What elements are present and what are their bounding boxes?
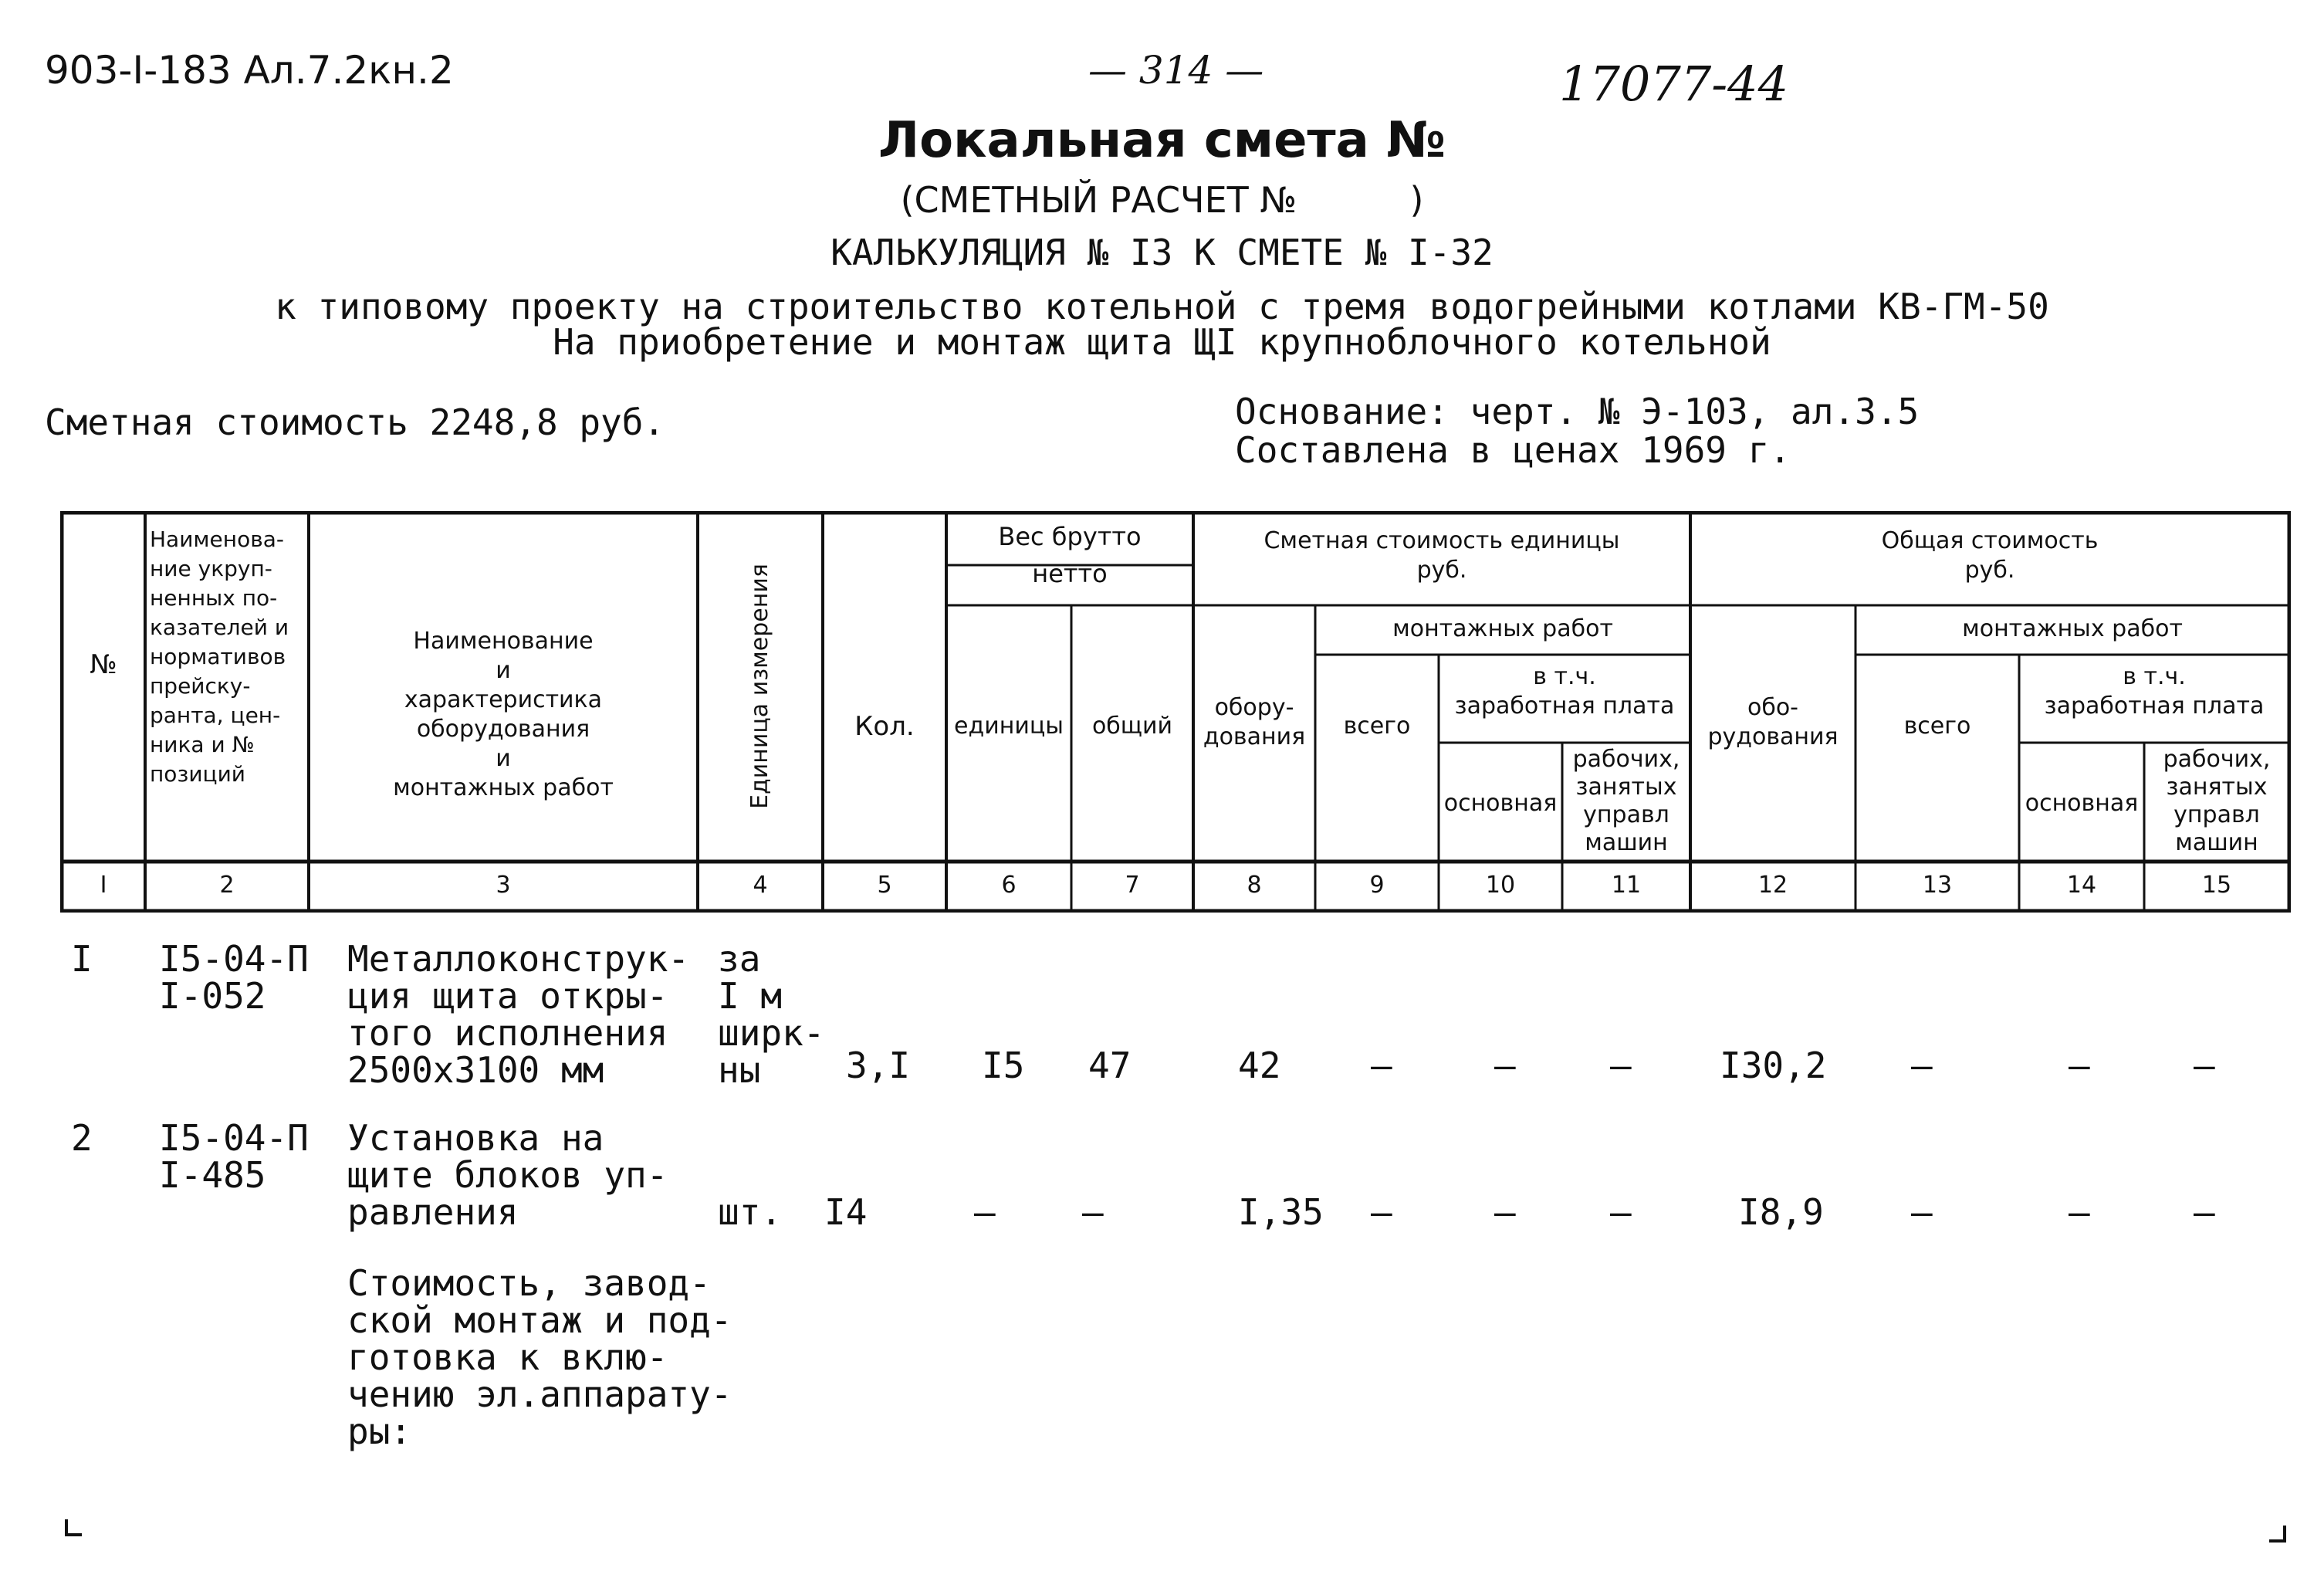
row-total-mach: – [2194, 1045, 2215, 1086]
header-mont-work: монтажных работ [1392, 615, 1613, 642]
corner-mark [65, 1519, 82, 1536]
header-col-total-mont-all: всего [1903, 713, 1971, 740]
header-col-total-wage-base: основная [2025, 790, 2139, 817]
row-mont-base: – [1494, 1191, 1516, 1233]
project-line-1: к типовому проекту на строительство котельной с тремя водогрейными котлами КВ-ГМ-50 [275, 286, 2049, 327]
col-number: 5 [877, 872, 892, 899]
row-no: I [71, 938, 93, 980]
row-mont-base: – [1494, 1045, 1516, 1086]
header-col-wage-base: основная [1443, 790, 1558, 817]
row-weight-unit: – [974, 1191, 996, 1233]
row-total-mach: – [2194, 1191, 2215, 1233]
row-total-all: – [1911, 1045, 1933, 1086]
document-subtitle: (СМЕТНЫЙ РАСЧЕТ № ) [900, 179, 1424, 221]
header-col-total-equip: обо- рудования [1707, 694, 1839, 750]
col-number: 3 [496, 872, 511, 899]
document-code: 903-I-183 Ал.7.2кн.2 [45, 48, 454, 93]
header-col-name: Наименование и характеристика оборудования и монтажных работ [393, 628, 614, 801]
col-number: 6 [1001, 872, 1017, 899]
estimate-table-header [60, 511, 2291, 913]
header-col-no: № [90, 649, 117, 680]
row-total-base: – [2069, 1191, 2090, 1233]
basis-line-1: Основание: черт. № Э-103, ал.3.5 [1235, 391, 1920, 432]
header-col-wage-mach: рабочих, занятых управл машин [1572, 746, 1680, 856]
header-total-cost: Общая стоимость руб. [1881, 527, 2099, 584]
row-total-base: – [2069, 1045, 2090, 1086]
row-equip: 42 [1238, 1045, 1281, 1086]
col-number: 8 [1247, 872, 1262, 899]
header-col-code: Наименова- ние укруп- ненных по- казателей и нормативов прейску- ранта, цен- ника и № позиций [150, 527, 289, 787]
project-line-2: На приобретение и монтаж щита ЩI крупноблочного котельной [553, 321, 1771, 363]
col-number: 9 [1369, 872, 1385, 899]
row-total-equip: I8,9 [1738, 1191, 1824, 1233]
row-qty: 3,I [846, 1045, 911, 1086]
page-number: — 314 — [1088, 48, 1264, 93]
header-mont-work-2: монтажных работ [1962, 615, 2183, 642]
header-col-weight-unit: единицы [954, 713, 1064, 740]
col-number: 15 [2201, 872, 2232, 899]
archive-number: 17077-44 [1559, 56, 1789, 112]
header-col-equip: обору- дования [1203, 694, 1306, 750]
basis-block [1235, 392, 1919, 469]
row-equip: I,35 [1238, 1191, 1324, 1233]
header-col-total-wage-mach: рабочих, занятых управл машин [2163, 746, 2271, 856]
row-qty: I4 [824, 1191, 868, 1233]
header-weight-net: нетто [1032, 559, 1108, 588]
col-number: 4 [753, 872, 768, 899]
row-code: I5-04-П I-485 [159, 1117, 309, 1196]
header-col-qty: Кол. [854, 711, 915, 742]
header-wage-2: в т.ч. заработная плата [2044, 663, 2265, 720]
col-number: 7 [1125, 872, 1140, 899]
col-number: 10 [1485, 872, 1516, 899]
header-col-unit-text: Единица измерения [746, 564, 773, 809]
document-title: Локальная смета № [878, 112, 1446, 169]
row-mont-mach: – [1610, 1045, 1632, 1086]
col-number: 11 [1611, 872, 1642, 899]
col-number: 12 [1757, 872, 1788, 899]
row-code: I5-04-П I-052 [159, 938, 309, 1017]
col-number: 14 [2066, 872, 2097, 899]
corner-mark [2269, 1526, 2286, 1543]
estimated-cost: Сметная стоимость 2248,8 руб. [45, 401, 665, 443]
row-unit: за I м ширк- ны [718, 938, 825, 1091]
row-unit: шт. [718, 1191, 783, 1233]
row-no: 2 [71, 1117, 93, 1159]
row-weight-total: 47 [1088, 1045, 1132, 1086]
row-total-equip: I30,2 [1720, 1045, 1827, 1086]
cost-note: Стоимость, завод- ской монтаж и под- готовка к вклю- чению эл.аппарату- ры: [347, 1262, 732, 1452]
header-col-unit [698, 511, 823, 862]
row-weight-total: – [1082, 1191, 1104, 1233]
row-name: Установка на щите блоков уп- равления [347, 1117, 668, 1233]
row-total-all: – [1911, 1191, 1933, 1233]
basis-line-2: Составлена в ценах 1969 г. [1235, 429, 1791, 471]
calculation-title: КАЛЬКУЛЯЦИЯ № I3 К СМЕТЕ № I-32 [830, 232, 1494, 273]
header-unit-cost: Сметная стоимость единицы руб. [1263, 527, 1620, 584]
header-wage: в т.ч. заработная плата [1454, 663, 1675, 720]
header-col-mont-all: всего [1343, 713, 1411, 740]
header-weight-gross: Вес брутто [998, 522, 1142, 551]
col-number: 13 [1922, 872, 1953, 899]
row-mont-all: – [1371, 1045, 1392, 1086]
row-name: Металлоконструк- ция щита откры- того исполнения 2500х3100 мм [347, 938, 690, 1091]
row-mont-mach: – [1610, 1191, 1632, 1233]
col-number: I [100, 872, 107, 899]
row-mont-all: – [1371, 1191, 1392, 1233]
col-number: 2 [219, 872, 235, 899]
header-col-weight-total: общий [1091, 713, 1173, 740]
row-weight-unit: I5 [982, 1045, 1025, 1086]
